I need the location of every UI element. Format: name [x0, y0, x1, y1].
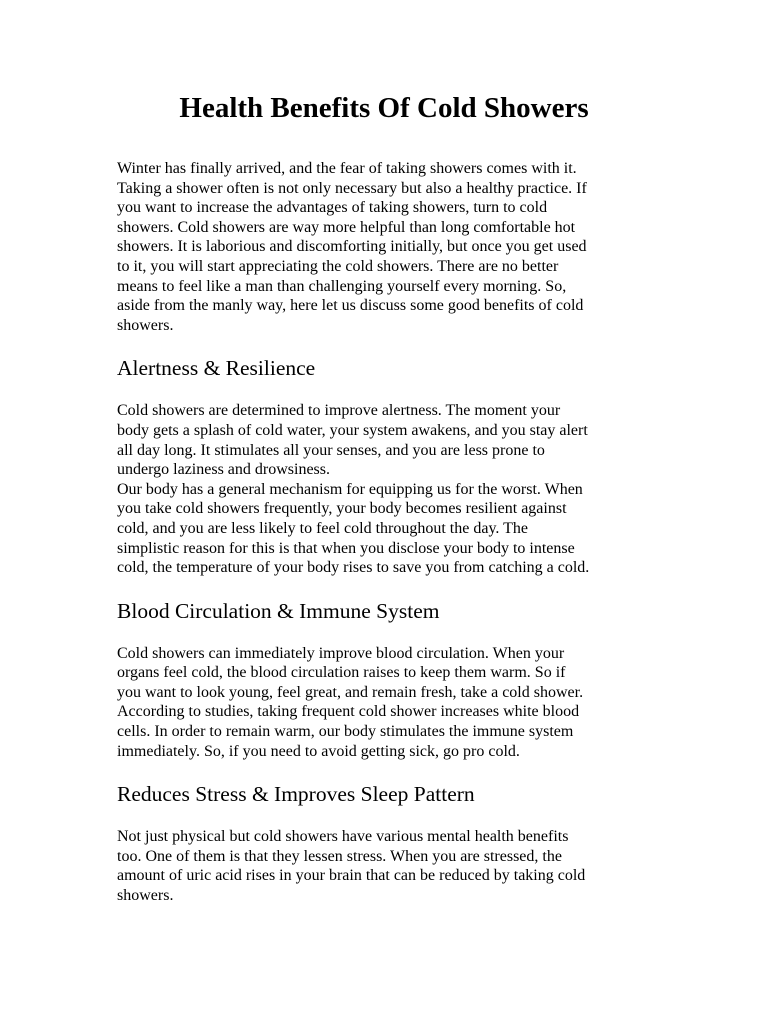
text-line: body gets a splash of cold water, your system awakens, and you stay alert: [117, 421, 588, 439]
text-line: means to feel like a man than challenging yourself every morning. So,: [117, 277, 567, 295]
circulation-paragraph: [117, 644, 657, 762]
text-line: simplistic reason for this is that when you disclose your body to intense: [117, 539, 575, 557]
text-line: Cold showers are determined to improve alertness. The moment your: [117, 402, 561, 420]
text-line: cold, the temperature of your body rises to save you from catching a cold.: [117, 559, 590, 577]
text-line: showers. It is laborious and discomforting initially, but once you get used: [117, 238, 587, 256]
text-line: Taking a shower often is not only necessary but also a healthy practice. If: [117, 179, 587, 197]
resilience-paragraph: [117, 480, 657, 578]
text-line: to it, you will start appreciating the cold showers. There are no better: [117, 257, 559, 275]
intro-paragraph: [117, 159, 657, 335]
text-line: too. One of them is that they lessen stress. When you are stressed, the: [117, 847, 562, 865]
text-line: undergo laziness and drowsiness.: [117, 461, 330, 479]
alertness-paragraph: [117, 401, 657, 479]
section-heading-alertness: Alertness & Resilience: [117, 356, 316, 381]
text-line: aside from the manly way, here let us discuss some good benefits of cold: [117, 297, 584, 315]
text-line: organs feel cold, the blood circulation raises to keep them warm. So if: [117, 664, 566, 682]
text-line: cold, and you are less likely to feel cold throughout the day. The: [117, 519, 528, 537]
document-title: Health Benefits Of Cold Showers: [179, 92, 589, 124]
text-line: immediately. So, if you need to avoid getting sick, go pro cold.: [117, 742, 520, 760]
text-line: you want to increase the advantages of taking showers, turn to cold: [117, 199, 548, 217]
text-line: Not just physical but cold showers have various mental health benefits: [117, 828, 569, 846]
text-line: showers.: [117, 316, 174, 334]
text-line: showers.: [117, 887, 174, 905]
text-line: you want to look young, feel great, and remain fresh, take a cold shower.: [117, 683, 584, 701]
text-line: amount of uric acid rises in your brain that can be reduced by taking cold: [117, 867, 586, 885]
text-line: According to studies, taking frequent cold shower increases white blood: [117, 703, 580, 721]
section-heading-circulation: Blood Circulation & Immune System: [117, 598, 440, 623]
text-line: Winter has finally arrived, and the fear of taking showers comes with it.: [117, 160, 577, 177]
text-line: you take cold showers frequently, your body becomes resilient against: [117, 500, 567, 518]
section-heading-stress: Reduces Stress & Improves Sleep Pattern: [117, 782, 475, 807]
text-line: cells. In order to remain warm, our body stimulates the immune system: [117, 723, 574, 741]
text-line: Our body has a general mechanism for equipping us for the worst. When: [117, 480, 583, 498]
text-line: all day long. It stimulates all your senses, and you are less prone to: [117, 441, 545, 459]
stress-paragraph: [117, 827, 657, 905]
document-page: [117, 88, 657, 906]
text-line: showers. Cold showers are way more helpful than long comfortable hot: [117, 218, 576, 236]
text-line: Cold showers can immediately improve blood circulation. When your: [117, 644, 565, 662]
